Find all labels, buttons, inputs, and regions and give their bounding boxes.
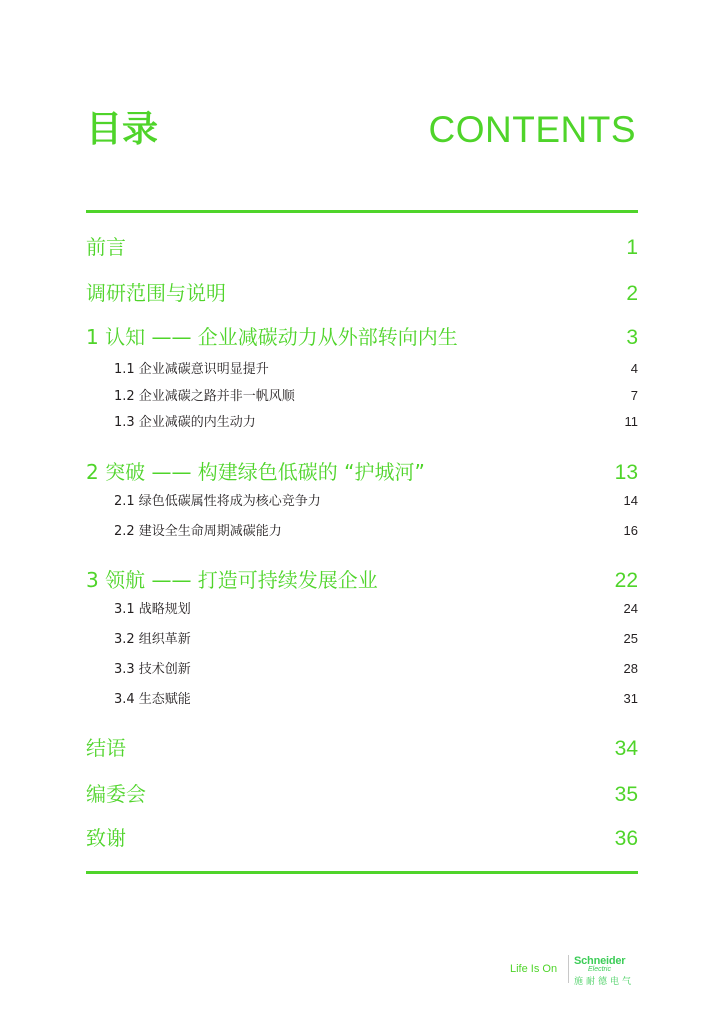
toc-entry-editorial-board[interactable] <box>86 778 638 806</box>
toc-page: 7 <box>630 388 638 403</box>
brand-name: Schneider <box>574 955 626 967</box>
toc-entry-chapter-1[interactable] <box>86 321 638 349</box>
toc-entry-3-2[interactable] <box>86 628 638 648</box>
toc-label: 编委会 <box>86 782 146 806</box>
toc-label: 3.2 组织革新 <box>114 632 191 647</box>
bottom-divider <box>86 871 638 874</box>
toc-label: 3.1 战略规划 <box>114 602 191 617</box>
toc-entry-scope[interactable] <box>86 277 638 305</box>
toc-label: 2.2 建设全生命周期减碳能力 <box>114 524 282 539</box>
toc-label: 前言 <box>86 235 126 259</box>
toc-label: 2 突破 —— 构建绿色低碳的 “护城河” <box>86 460 425 484</box>
toc-entry-acknowledgements[interactable] <box>86 822 638 850</box>
toc-entry-1-2[interactable] <box>86 385 638 405</box>
toc-entry-3-3[interactable] <box>86 658 638 678</box>
toc-page: 11 <box>624 414 638 429</box>
toc-entry-conclusion[interactable] <box>86 732 638 760</box>
toc-page: 24 <box>623 601 638 616</box>
toc-label: 结语 <box>86 736 126 760</box>
toc-entry-chapter-2[interactable] <box>86 456 638 484</box>
toc-entry-2-1[interactable] <box>86 490 638 510</box>
toc-label: 2.1 绿色低碳属性将成为核心竞争力 <box>114 494 321 509</box>
toc-page: 25 <box>623 631 638 646</box>
toc-page: 35 <box>614 783 638 806</box>
toc-page: 28 <box>623 661 638 676</box>
toc-entry-2-2[interactable] <box>86 520 638 540</box>
toc-page: 31 <box>623 691 638 706</box>
brand-name-zh: 施耐德电气 <box>574 977 635 987</box>
schneider-logo <box>574 955 640 985</box>
toc-label: 3.3 技术创新 <box>114 662 191 677</box>
toc-label: 致谢 <box>86 826 126 850</box>
toc-entry-1-1[interactable] <box>86 358 638 378</box>
toc-entry-3-1[interactable] <box>86 598 638 618</box>
toc-page: 34 <box>614 737 638 760</box>
toc-entry-1-3[interactable] <box>86 411 638 431</box>
toc-page: 3 <box>626 326 638 349</box>
toc-entry-3-4[interactable] <box>86 688 638 708</box>
toc-page: 4 <box>630 361 638 376</box>
toc-label: 调研范围与说明 <box>86 281 226 305</box>
tagline: Life Is On <box>510 963 558 975</box>
toc-label: 1 认知 —— 企业减碳动力从外部转向内生 <box>86 325 458 349</box>
footer-brand <box>510 955 638 985</box>
toc-label: 1.1 企业减碳意识明显提升 <box>114 362 269 377</box>
toc-label: 3 领航 —— 打造可持续发展企业 <box>86 568 378 592</box>
toc-label: 1.3 企业减碳的内生动力 <box>114 415 256 430</box>
toc-label: 1.2 企业减碳之路并非一帆风顺 <box>114 389 295 404</box>
toc-label: 3.4 生态赋能 <box>114 692 191 707</box>
toc-page: 36 <box>614 827 638 850</box>
toc-page: 22 <box>614 569 638 592</box>
footer-divider <box>568 955 569 983</box>
toc-entry-chapter-3[interactable] <box>86 564 638 592</box>
toc-entry-preface[interactable] <box>86 231 638 259</box>
brand-subname: Electric <box>588 966 611 973</box>
page-title-zh: 目录 <box>86 109 159 150</box>
toc-page: 16 <box>623 523 638 538</box>
page-title-en: CONTENTS <box>428 109 636 150</box>
toc-page: 13 <box>614 461 638 484</box>
toc-page: 14 <box>623 493 638 508</box>
toc-page: 1 <box>626 236 638 259</box>
toc-page: 2 <box>626 282 638 305</box>
